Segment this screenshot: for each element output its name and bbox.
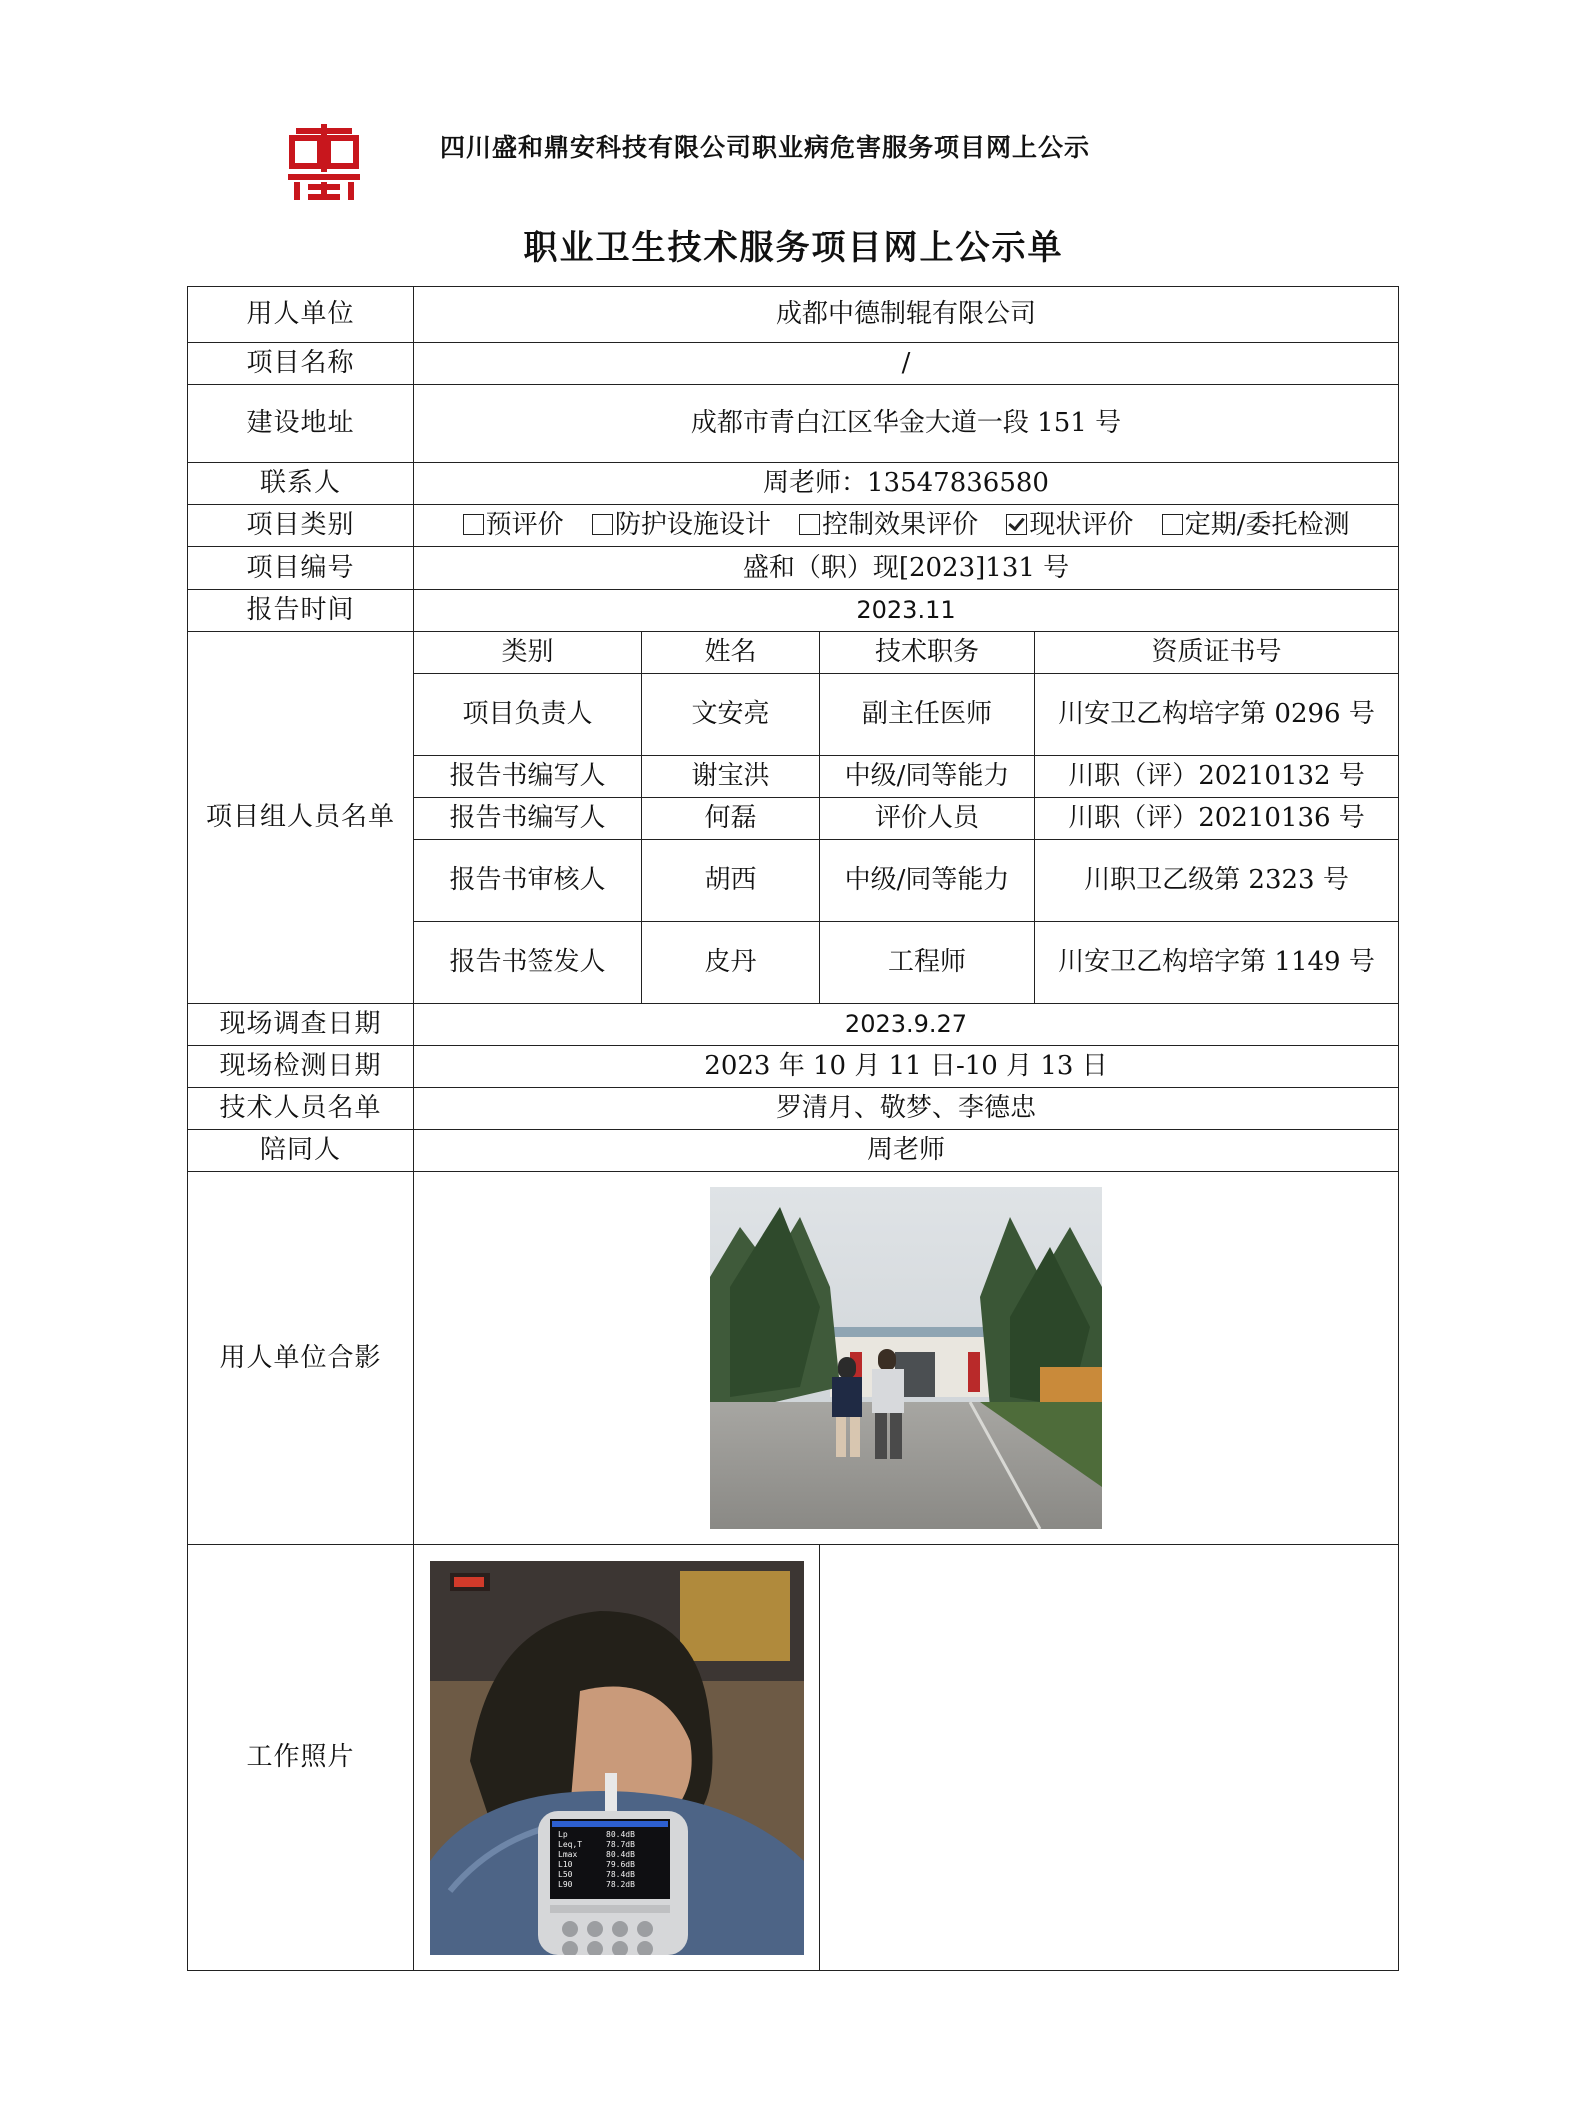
meter-key: L90 xyxy=(557,1879,572,1889)
technicians-value: 罗清月、敬梦、李德忠 xyxy=(414,1088,1399,1130)
member-name: 谢宝洪 xyxy=(642,756,820,798)
member-role: 报告书审核人 xyxy=(414,840,642,922)
meter-value: 80.4dB xyxy=(605,1849,635,1859)
escort-value: 周老师 xyxy=(414,1130,1399,1172)
checkbox-icon xyxy=(592,514,613,535)
project-name-value: / xyxy=(414,343,1399,385)
report-time-value: 2023.11 xyxy=(414,590,1399,632)
test-date-value: 2023 年 10 月 11 日-10 月 13 日 xyxy=(414,1046,1399,1088)
meter-key: L10 xyxy=(557,1859,572,1869)
checkbox-icon xyxy=(799,514,820,535)
team-label: 项目组人员名单 xyxy=(188,632,414,1004)
row-group-photo xyxy=(188,1172,1399,1545)
page-header xyxy=(0,0,1587,220)
group-photo-cell xyxy=(414,1172,1399,1545)
checkbox-icon xyxy=(463,514,484,535)
meter-value: 79.6dB xyxy=(605,1859,635,1869)
member-name: 文安亮 xyxy=(642,674,820,756)
member-title: 中级/同等能力 xyxy=(820,840,1035,922)
category-option-design[interactable]: 防护设施设计 xyxy=(592,511,771,540)
work-photo-cell xyxy=(414,1545,820,1971)
member-name: 何磊 xyxy=(642,798,820,840)
work-photo-empty-cell xyxy=(820,1545,1399,1971)
team-header-title: 技术职务 xyxy=(820,632,1035,674)
member-role: 项目负责人 xyxy=(414,674,642,756)
project-name-label: 项目名称 xyxy=(188,343,414,385)
work-photo-image xyxy=(430,1561,804,1955)
row-project-no xyxy=(188,547,1399,590)
technicians-label: 技术人员名单 xyxy=(188,1088,414,1130)
meter-key: Lmax xyxy=(557,1849,577,1859)
row-category xyxy=(188,505,1399,547)
member-cert: 川职（评）20210132 号 xyxy=(1035,756,1399,798)
category-options xyxy=(414,505,1399,547)
document-title: 职业卫生技术服务项目网上公示单 xyxy=(523,228,1064,268)
row-work-photo xyxy=(188,1545,1399,1971)
team-header-name: 姓名 xyxy=(642,632,820,674)
category-option-status[interactable]: 现状评价 xyxy=(1006,511,1133,540)
team-header-category: 类别 xyxy=(414,632,642,674)
member-cert: 川职（评）20210136 号 xyxy=(1035,798,1399,840)
member-title: 副主任医师 xyxy=(820,674,1035,756)
project-no-value: 盛和（职）现[2023]131 号 xyxy=(414,547,1399,590)
employer-label: 用人单位 xyxy=(188,287,414,343)
member-name: 皮丹 xyxy=(642,922,820,1004)
survey-date-label: 现场调查日期 xyxy=(188,1004,414,1046)
category-option-periodic[interactable]: 定期/委托检测 xyxy=(1162,511,1350,540)
meter-value: 80.4dB xyxy=(605,1829,635,1839)
row-escort xyxy=(188,1130,1399,1172)
row-address xyxy=(188,385,1399,463)
contact-value: 周老师：13547836580 xyxy=(414,463,1399,505)
logo-mark xyxy=(286,122,362,202)
row-technicians xyxy=(188,1088,1399,1130)
member-cert: 川安卫乙构培字第 0296 号 xyxy=(1035,674,1399,756)
report-time-label: 报告时间 xyxy=(188,590,414,632)
member-title: 工程师 xyxy=(820,922,1035,1004)
checkbox-icon xyxy=(1162,514,1183,535)
meter-value: 78.4dB xyxy=(605,1869,635,1879)
member-cert: 川职卫乙级第 2323 号 xyxy=(1035,840,1399,922)
meter-key: Leq,T xyxy=(557,1839,582,1849)
company-line: 四川盛和鼎安科技有限公司职业病危害服务项目网上公示 xyxy=(440,133,1091,162)
member-name: 胡西 xyxy=(642,840,820,922)
meter-value: 78.7dB xyxy=(605,1839,635,1849)
row-employer xyxy=(188,287,1399,343)
row-survey-date xyxy=(188,1004,1399,1046)
work-photo-label: 工作照片 xyxy=(188,1545,414,1971)
meter-value: 78.2dB xyxy=(605,1879,635,1889)
member-role: 报告书编写人 xyxy=(414,756,642,798)
project-no-label: 项目编号 xyxy=(188,547,414,590)
row-project-name xyxy=(188,343,1399,385)
member-title: 中级/同等能力 xyxy=(820,756,1035,798)
category-option-pre[interactable]: 预评价 xyxy=(463,511,564,540)
team-header-cert: 资质证书号 xyxy=(1035,632,1399,674)
company-logo xyxy=(286,122,362,202)
address-label: 建设地址 xyxy=(188,385,414,463)
survey-date-value: 2023.9.27 xyxy=(414,1004,1399,1046)
category-option-effect[interactable]: 控制效果评价 xyxy=(799,511,978,540)
address-value: 成都市青白江区华金大道一段 151 号 xyxy=(414,385,1399,463)
checkbox-checked-icon xyxy=(1006,514,1027,535)
contact-label: 联系人 xyxy=(188,463,414,505)
member-role: 报告书签发人 xyxy=(414,922,642,1004)
team-header-row xyxy=(188,632,1399,674)
row-contact xyxy=(188,463,1399,505)
employer-value: 成都中德制辊有限公司 xyxy=(414,287,1399,343)
meter-key: Lp xyxy=(557,1829,568,1839)
member-role: 报告书编写人 xyxy=(414,798,642,840)
meter-key: L50 xyxy=(557,1869,572,1879)
member-title: 评价人员 xyxy=(820,798,1035,840)
test-date-label: 现场检测日期 xyxy=(188,1046,414,1088)
escort-label: 陪同人 xyxy=(188,1130,414,1172)
group-photo-image xyxy=(710,1187,1102,1529)
group-photo-label: 用人单位合影 xyxy=(188,1172,414,1545)
notice-form-table xyxy=(187,286,1399,1971)
category-label: 项目类别 xyxy=(188,505,414,547)
row-test-date xyxy=(188,1046,1399,1088)
row-report-time xyxy=(188,590,1399,632)
member-cert: 川安卫乙构培字第 1149 号 xyxy=(1035,922,1399,1004)
